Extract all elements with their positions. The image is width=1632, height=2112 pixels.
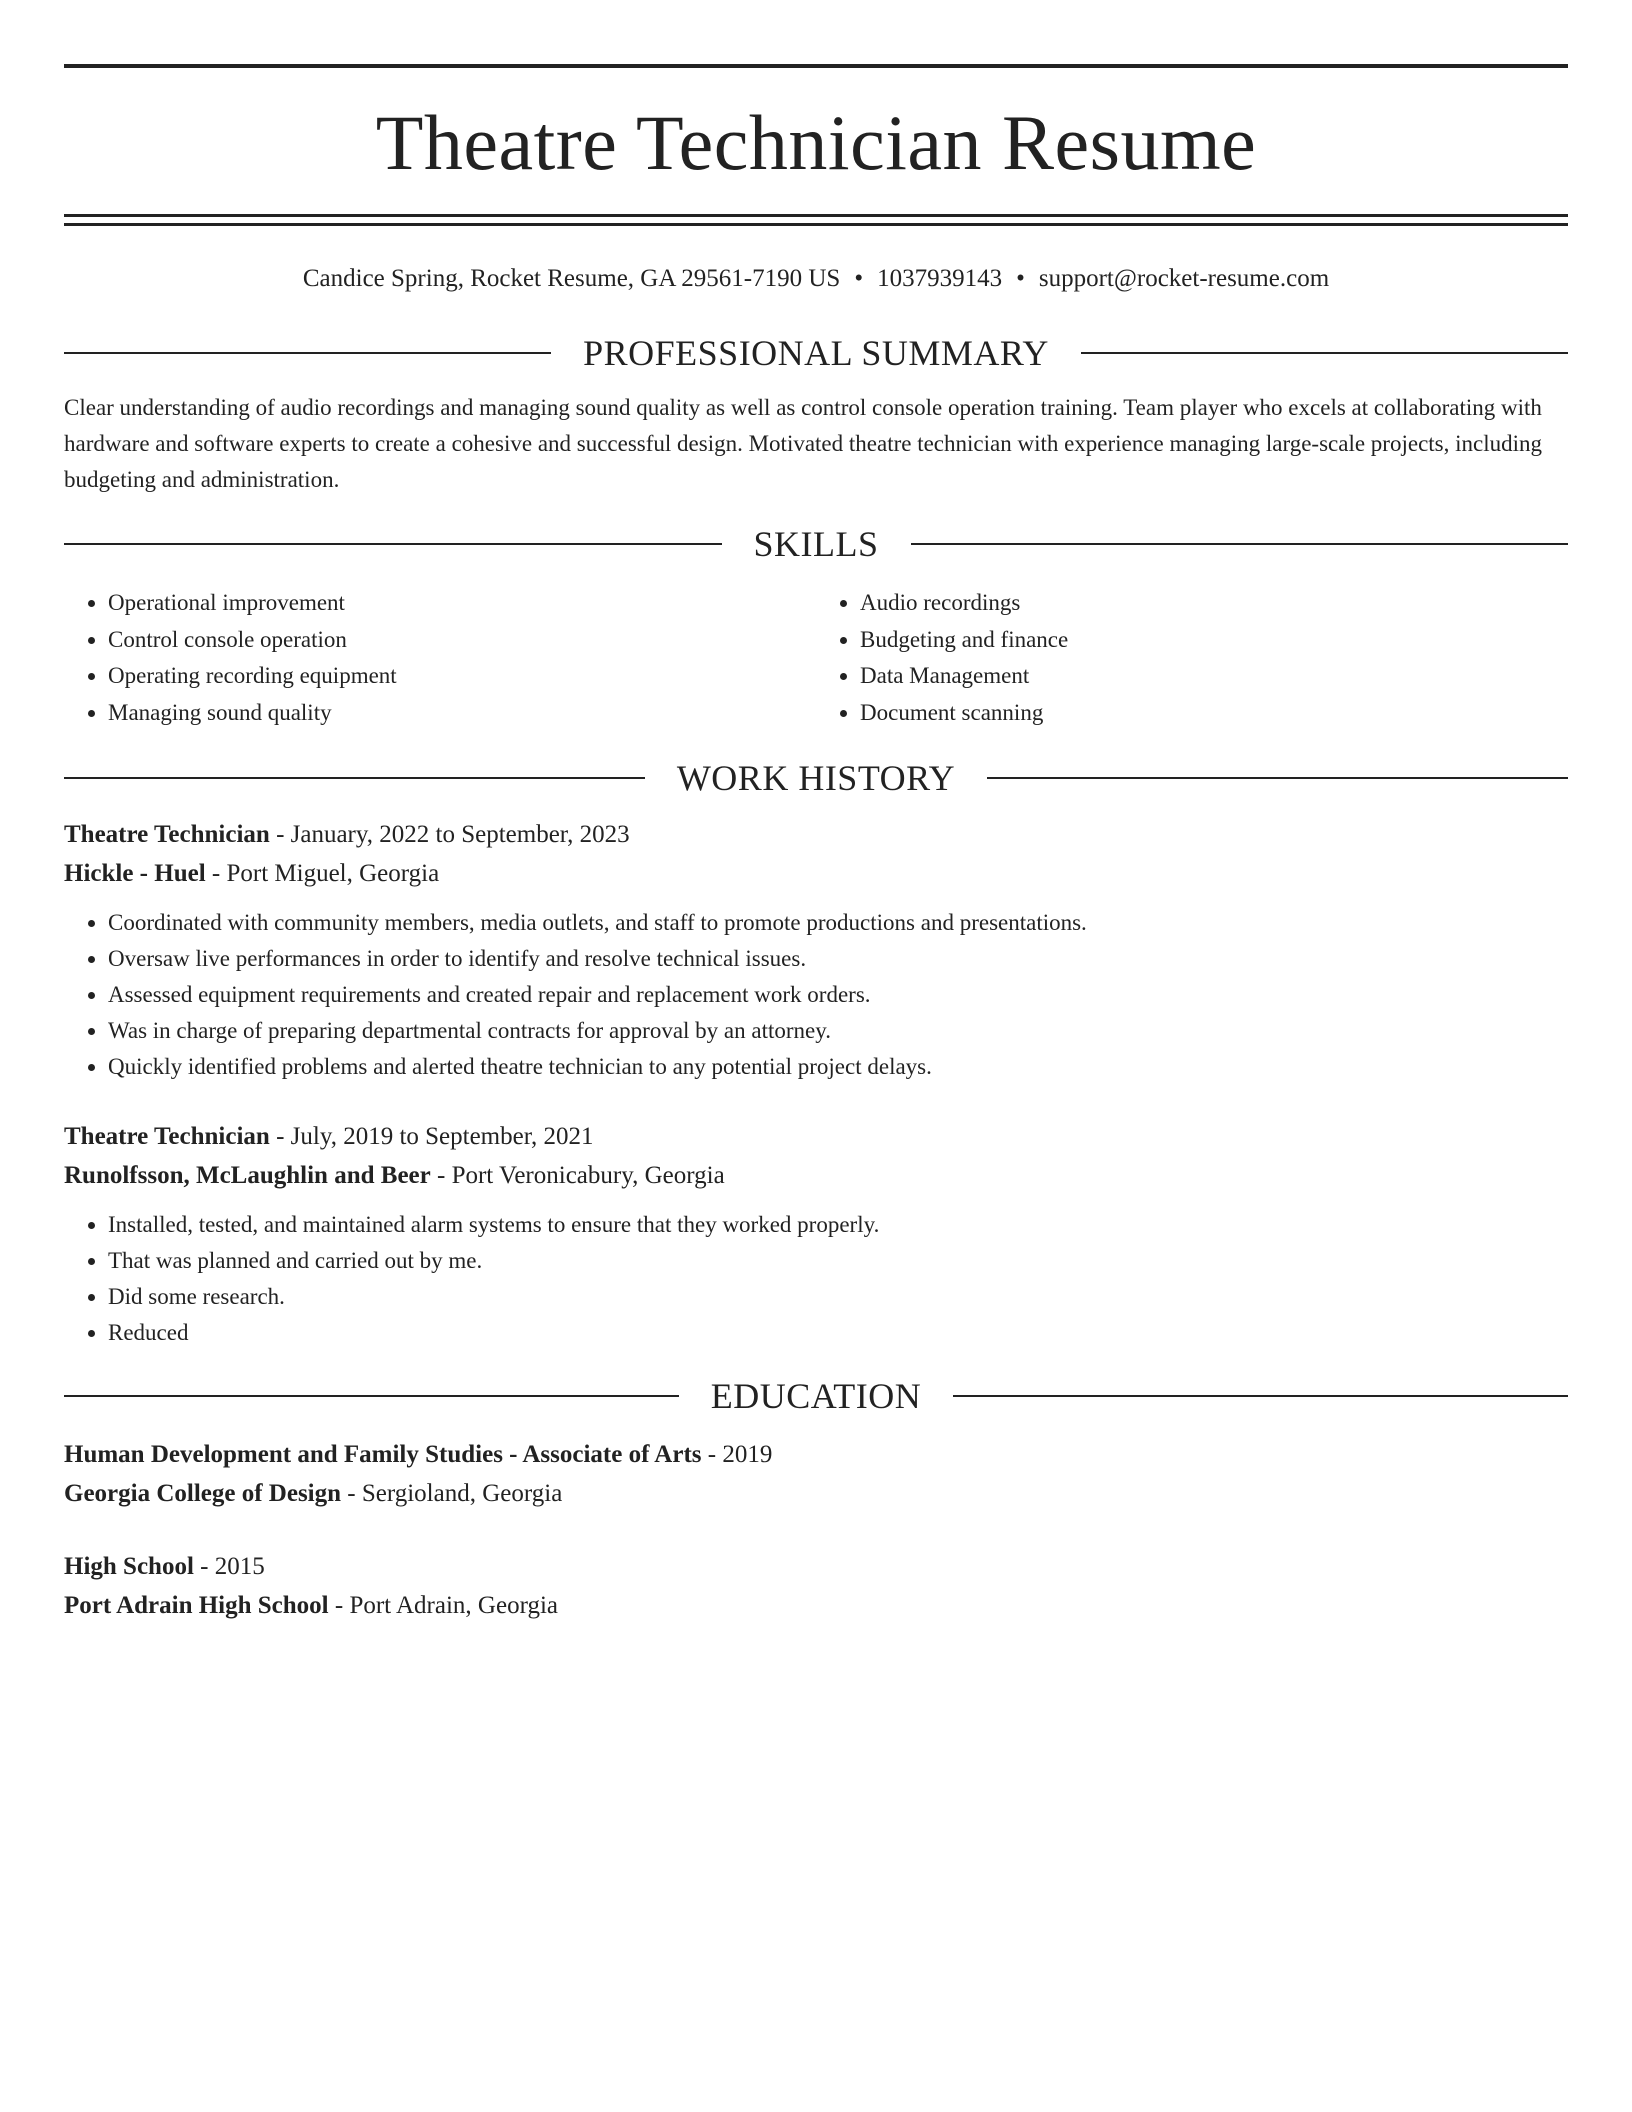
section-label: PROFESSIONAL SUMMARY [583,333,1049,373]
section-label: SKILLS [753,524,879,564]
heading-rule [64,543,722,545]
job-title-line [64,815,1568,854]
job-title-line [64,1117,1568,1156]
job-entry [64,815,1568,1085]
contact-line [64,264,1568,294]
job-bullet: • Assessed equipment requirements and created repair and replacement work orders. [108,977,1568,1013]
edu-degree-line [64,1435,1568,1474]
edu-school: Port Adrain High School [64,1592,329,1619]
skill-item: • Operating recording equipment [108,658,816,695]
edu-degree: High School [64,1553,194,1580]
skills-list-right [816,585,1568,731]
skill-item: • Data Management [860,658,1568,695]
job-company: Hickle - Huel [64,860,206,887]
job-location: - Port Miguel, Georgia [205,860,440,887]
skill-item: • Budgeting and finance [860,622,1568,659]
job-company: Runolfsson, McLaughlin and Beer [64,1162,431,1189]
edu-location: - Port Adrain, Georgia [328,1592,558,1619]
job-bullet: • Coordinated with community members, media outlets, and staff to promote productions and presentations. [108,905,1568,941]
summary-text: Clear understanding of audio recordings and managing sound quality as well as control console operation training. Team player who excels at collaborating with hardware and software experts to create a cohesive and successful design. Motivated theatre technician with experience managing large-scale projects, including budgeting and administration. [64,395,1542,492]
job-bullet: • Did some research. [108,1279,1568,1315]
edu-school-line [64,1586,1568,1625]
job-bullet: • Oversaw live performances in order to identify and resolve technical issues. [108,941,1568,977]
job-bullet: • That was planned and carried out by me. [108,1243,1568,1279]
contact-phone: 1037939143 [877,265,1003,292]
edu-location: - Sergioland, Georgia [341,1480,563,1507]
resume-title: Theatre Technician Resume [375,99,1257,186]
resume-page [64,64,1568,1625]
skill-item: • Document scanning [860,695,1568,732]
edu-school: Georgia College of Design [64,1480,342,1507]
job-bullet: • Installed, tested, and maintained alarm systems to ensure that they worked properly. [108,1207,1568,1243]
job-entry [64,1117,1568,1351]
heading-rule [911,543,1569,545]
skill-item: • Operational improvement [108,585,816,622]
edu-year: - 2015 [193,1553,265,1580]
job-dates: - January, 2022 to September, 2023 [269,821,630,848]
edu-year: - 2019 [701,1441,773,1468]
skill-item: • Audio recordings [860,585,1568,622]
title-double-rule [64,214,1568,226]
heading-rule [64,777,645,779]
edu-degree-line [64,1547,1568,1586]
job-bullet: • Was in charge of preparing departmental contracts for approval by an attorney. [108,1013,1568,1049]
section-heading-skills [64,521,1568,567]
job-title: Theatre Technician [64,821,270,848]
section-label: EDUCATION [710,1376,922,1416]
contact-address: Candice Spring, Rocket Resume, GA 29561-7190 US [302,265,841,292]
job-bullet: • Quickly identified problems and alerted theatre technician to any potential project delays. [108,1049,1568,1085]
contact-email: support@rocket-resume.com [1038,265,1330,292]
job-bullet: • Reduced [108,1315,1568,1351]
education-entry [64,1435,1568,1513]
skills-list-left [64,585,816,731]
contact-separator: • [854,265,864,292]
education-entry [64,1547,1568,1625]
heading-rule [1081,352,1568,354]
job-company-line [64,1156,1568,1195]
heading-rule [987,777,1568,779]
edu-degree: Human Development and Family Studies - Associate of Arts [64,1441,702,1468]
job-company-line [64,854,1568,893]
heading-rule [64,1395,679,1397]
top-rule [64,64,1568,68]
section-heading-summary [64,330,1568,376]
job-location: - Port Veronicabury, Georgia [430,1162,725,1189]
section-label: WORK HISTORY [676,758,956,798]
edu-school-line [64,1474,1568,1513]
contact-separator: • [1016,265,1025,292]
job-bullets [64,905,1568,1085]
job-bullets [64,1207,1568,1351]
heading-rule [953,1395,1568,1397]
skill-item: • Control console operation [108,622,816,659]
section-heading-education [64,1373,1568,1419]
skill-item: • Managing sound quality [108,695,816,732]
section-heading-work [64,755,1568,801]
skills-columns [64,585,1568,731]
job-title: Theatre Technician [64,1123,270,1150]
job-dates: - July, 2019 to September, 2021 [269,1123,594,1150]
heading-rule [64,352,551,354]
